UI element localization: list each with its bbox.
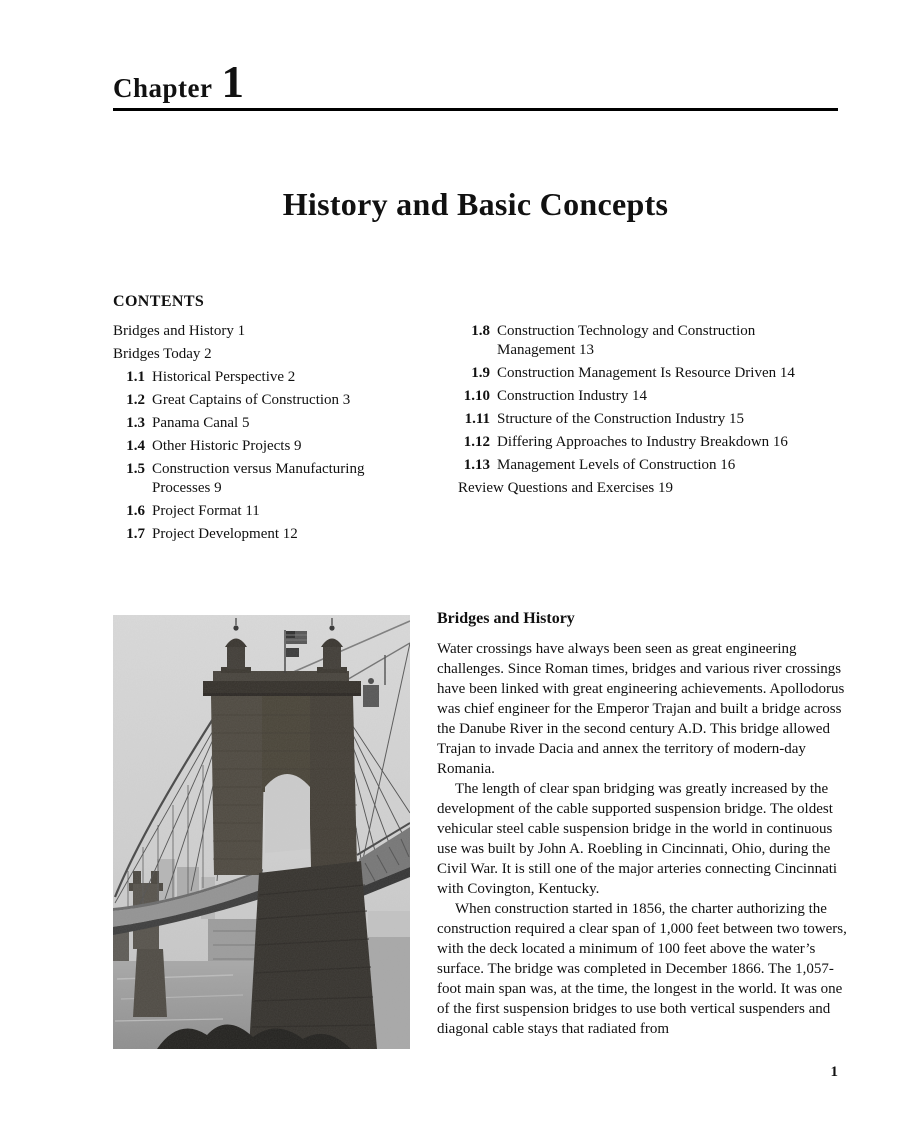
toc-entry [113,368,458,387]
toc-entry-number: 1.4 [126,438,145,454]
toc-entry-number: 1.13 [463,457,490,473]
toc-entry-text: Management Levels of Construction 16 [497,457,736,473]
toc-entry [113,460,458,498]
article-heading: Bridges and History [437,610,575,627]
toc-entry [113,345,458,364]
toc-entry [458,387,818,406]
toc-entry-text: Panama Canal 5 [152,415,250,431]
contents-section [113,293,853,548]
toc-entry [113,437,458,456]
toc-entry-text: Review Questions and Exercises 19 [458,480,673,496]
toc-entry-text: Construction versus Manufacturing Processes 9 [152,461,365,496]
toc-entry-number: 1.7 [126,526,145,542]
chapter-number: 1 [221,57,244,107]
contents-left-column [113,322,458,548]
toc-entry [458,364,818,383]
article-paragraph: When construction started in 1856, the charter authorizing the construction required a clear span of 1,000 feet between two towers, with the deck located a minimum of 100 feet above the water’s surface. The bridge was completed in December 1866. The 1,057-foot main span was, at the time, the longest in the world. It was one of the first suspension bridges to use both vertical suspenders and diagonal cable stays that radiated from [437,901,847,1037]
article-section [437,610,851,1039]
toc-entry-text: Other Historic Projects 9 [152,438,302,454]
toc-entry-text: Great Captains of Construction 3 [152,392,351,408]
contents-heading: CONTENTS [113,293,205,310]
toc-entry-text: Structure of the Construction Industry 15 [497,411,745,427]
chapter-header [113,56,838,108]
toc-entry [458,322,818,360]
toc-entry-number: 1.2 [126,392,145,408]
toc-entry-text: Project Development 12 [152,526,298,542]
toc-entry-text: Historical Perspective 2 [152,369,296,385]
contents-columns [113,322,853,548]
page-number: 1 [830,1064,838,1080]
chapter-rule [113,108,838,111]
toc-entry [113,525,458,544]
toc-entry-number: 1.1 [126,369,145,385]
bridge-photo [113,615,410,1049]
toc-entry-number: 1.8 [471,323,490,339]
toc-entry [458,410,818,429]
toc-entry-text: Differing Approaches to Industry Breakdown 16 [497,434,788,450]
toc-entry [113,322,458,341]
article-paragraph: Water crossings have always been seen as great engineering challenges. Since Roman times, bridges and various river crossings have been linked with great engineering achievements. Apollodorus was chief engineer for the Emperor Trajan and built a bridge across the Danube River in the second century A.D. This bridge allowed Trajan to invade Dacia and annex the territory of modern-day Romania. [437,641,845,777]
toc-entry-text: Bridges Today 2 [113,346,212,362]
toc-entry-text: Construction Technology and Construction Management 13 [497,323,756,358]
toc-entry [458,456,818,475]
toc-entry-text: Project Format 11 [152,503,260,519]
toc-entry [113,414,458,433]
toc-entry-number: 1.11 [464,411,490,427]
article-paragraph: The length of clear span bridging was greatly increased by the development of the cable supported suspension bridge. The oldest vehicular steel cable suspension bridge in the world in continuous use was built by John A. Roebling in Cincinnati, Ohio, during the Civil War. It is still one of the major arteries connecting Cincinnati with Covington, Kentucky. [437,781,838,897]
toc-entry [113,391,458,410]
toc-entry-text: Construction Industry 14 [497,388,647,404]
contents-right-column [458,322,818,548]
toc-entry-number: 1.6 [126,503,145,519]
toc-entry [458,479,818,498]
toc-entry-number: 1.10 [463,388,490,404]
toc-entry [113,502,458,521]
toc-entry [458,433,818,452]
toc-entry-number: 1.9 [471,365,490,381]
toc-entry-number: 1.12 [463,434,490,450]
page-title: History and Basic Concepts [282,186,669,222]
toc-entry-number: 1.3 [126,415,145,431]
toc-entry-text: Bridges and History 1 [113,323,246,339]
chapter-label: Chapter [113,73,213,103]
toc-entry-text: Construction Management Is Resource Driven 14 [497,365,795,381]
toc-entry-number: 1.5 [126,461,145,477]
